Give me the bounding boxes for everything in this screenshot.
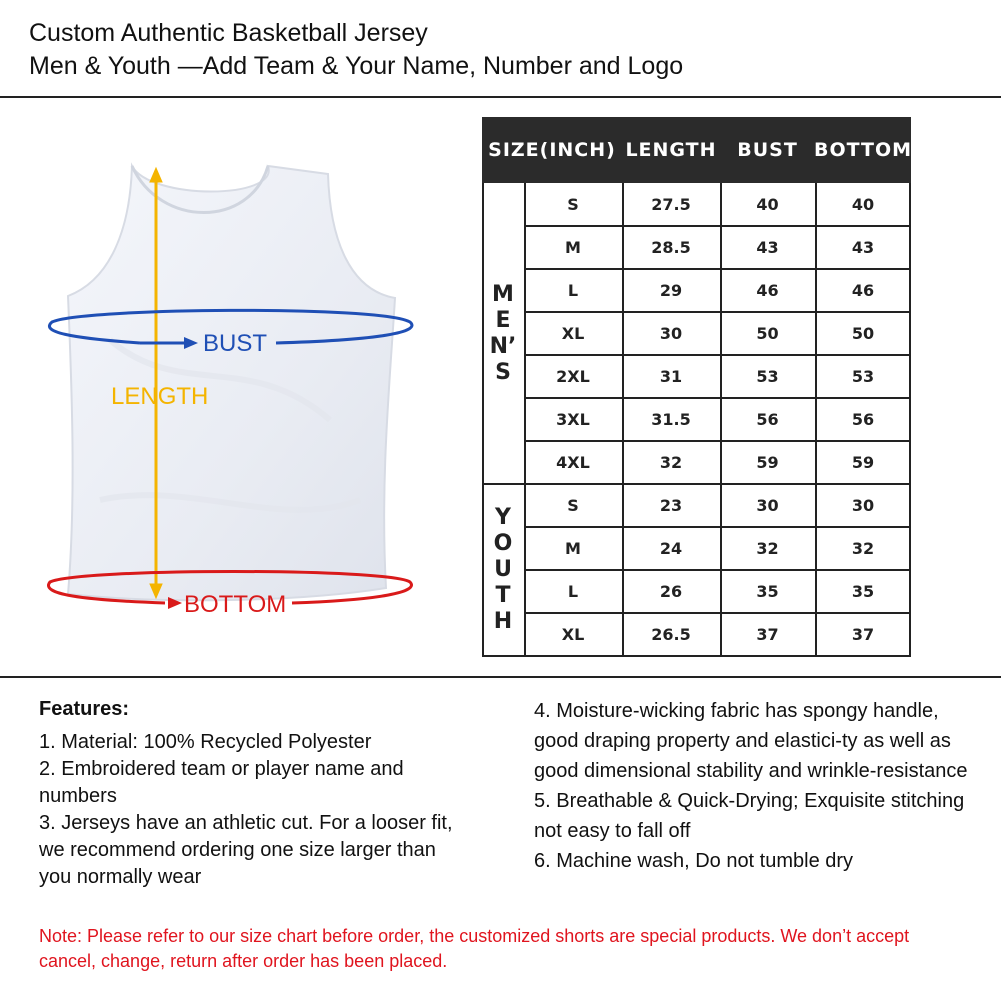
top-divider [0, 96, 1001, 98]
table-cell-bottom: 35 [851, 582, 875, 601]
group-letter: U [494, 557, 512, 582]
row-line [524, 526, 911, 528]
group-letter: E [495, 307, 511, 333]
column-line [482, 183, 484, 656]
row-line [524, 397, 911, 399]
table-cell-bust: 46 [756, 281, 779, 300]
row-line [524, 569, 911, 571]
table-cell-bottom: 46 [851, 281, 875, 300]
table-cell-bottom: 50 [851, 324, 875, 343]
row-line [524, 612, 911, 614]
table-cell-size: 4XL [556, 453, 590, 472]
row-line [524, 268, 911, 270]
row-line [524, 225, 911, 227]
table-cell-bottom: 56 [851, 410, 875, 429]
feature-item: 2. Embroidered team or player name and numbers [39, 758, 404, 807]
table-cell-bust: 59 [756, 453, 779, 472]
jersey-figure [0, 100, 470, 670]
table-cell-bust: 56 [756, 410, 779, 429]
table-cell-length: 24 [659, 539, 683, 558]
table-cell-bust: 30 [756, 496, 779, 515]
table-cell-bust: 50 [756, 324, 779, 343]
table-bottom-border [482, 655, 911, 657]
table-cell-size: S [567, 496, 579, 515]
table-cell-bust: 53 [756, 367, 779, 386]
feature-item: 4. Moisture-wicking fabric has spongy handle, good draping property and elastici-ty as well as good dimensional stability and wrinkle-resistance [534, 700, 968, 782]
table-cell-length: 27.5 [651, 195, 691, 214]
table-cell-length: 23 [659, 496, 683, 515]
bottom-label: BOTTOM [184, 591, 287, 618]
feature-item: 1. Material: 100% Recycled Polyester [39, 731, 372, 753]
table-cell-length: 32 [659, 453, 683, 472]
table-cell-size: 2XL [556, 367, 590, 386]
header-bottom: BOTTOM [813, 139, 913, 161]
order-note: Note: Please refer to our size chart before order, the customized shorts are special products. We don’t accept cancel, change, return after order has been placed. [39, 926, 910, 971]
feature-item: 5. Breathable & Quick-Drying; Exquisite stitching not easy to fall off [534, 790, 965, 842]
table-cell-bust: 37 [756, 625, 779, 644]
table-cell-length: 30 [659, 324, 683, 343]
features-right-column [534, 696, 974, 876]
group-letter: M [492, 281, 514, 307]
row-line [524, 440, 911, 442]
table-cell-size: XL [561, 625, 585, 644]
table-cell-size: L [567, 281, 579, 300]
table-cell-length: 28.5 [651, 238, 691, 257]
table-cell-bottom: 59 [851, 453, 875, 472]
group-letter: N’ [489, 333, 517, 359]
table-cell-bottom: 53 [851, 367, 875, 386]
table-cell-bust: 35 [756, 582, 779, 601]
table-cell-size: S [567, 195, 579, 214]
row-line [524, 311, 911, 313]
row-line [524, 483, 911, 485]
table-cell-length: 31.5 [651, 410, 691, 429]
table-cell-bottom: 37 [851, 625, 875, 644]
feature-item: 6. Machine wash, Do not tumble dry [534, 850, 854, 872]
group-letter: Y [495, 505, 511, 530]
table-cell-bust: 43 [756, 238, 779, 257]
column-line [524, 183, 526, 656]
feature-item: 3. Jerseys have an athletic cut. For a looser fit, we recommend ordering one size larger than you normally wear [39, 812, 453, 888]
row-line [524, 354, 911, 356]
table-cell-length: 29 [659, 281, 683, 300]
header-size: SIZE(INCH) [488, 139, 616, 161]
group-letter: S [495, 359, 511, 385]
group-letter: H [493, 609, 513, 634]
jersey-illustration [0, 100, 470, 670]
header-bust: BUST [737, 139, 798, 161]
bust-label: BUST [203, 330, 268, 357]
table-cell-length: 31 [659, 367, 683, 386]
column-line [909, 183, 911, 656]
group-letter: T [495, 583, 511, 608]
table-cell-length: 26.5 [651, 625, 691, 644]
page-subtitle: Men & Youth —Add Team & Your Name, Number and Logo [29, 52, 684, 80]
table-cell-size: XL [561, 324, 585, 343]
table-cell-size: M [565, 539, 581, 558]
table-cell-bottom: 30 [851, 496, 875, 515]
table-cell-size: L [567, 582, 579, 601]
table-cell-bottom: 43 [851, 238, 875, 257]
features-heading: Features: [39, 698, 130, 720]
column-line [622, 183, 624, 656]
size-chart-table [482, 117, 911, 657]
table-cell-length: 26 [659, 582, 683, 601]
group-label-0 [482, 282, 524, 386]
middle-divider [0, 676, 1001, 678]
group-label-1 [482, 505, 524, 635]
table-cell-bottom: 32 [851, 539, 875, 558]
features-left-column [39, 696, 469, 891]
length-label: LENGTH [111, 383, 209, 410]
table-cell-size: 3XL [556, 410, 590, 429]
table-cell-bust: 40 [756, 195, 779, 214]
header-length: LENGTH [625, 139, 717, 161]
column-line [720, 183, 722, 656]
table-cell-bust: 32 [756, 539, 779, 558]
column-line [815, 183, 817, 656]
table-cell-size: M [565, 238, 581, 257]
group-letter: O [493, 531, 513, 556]
table-cell-bottom: 40 [851, 195, 875, 214]
page-title: Custom Authentic Basketball Jersey [29, 19, 428, 47]
